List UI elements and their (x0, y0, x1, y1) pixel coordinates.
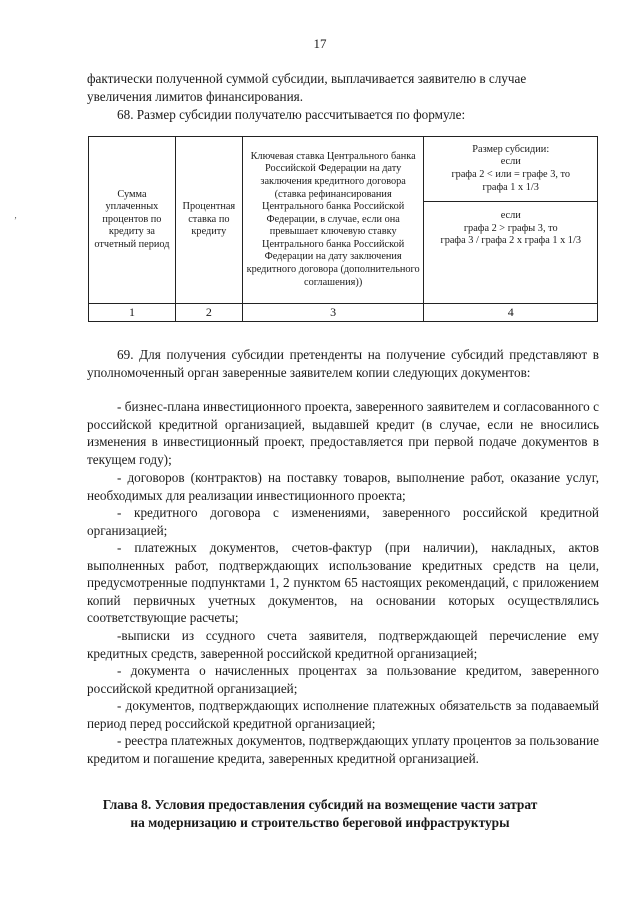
table-num-4: 4 (424, 304, 598, 322)
table-col-4-bottom (424, 202, 598, 304)
list-item: - платежных документов, счетов-фактур (при наличии), накладных, актов выполненных работ, подтверждающих использование кредитных средств на цели, предусмотренные подпунктами 1, 2 пунктом 65 настоящих рекомендаций, с приложением копий первичных учетных документов, на основании которых осуществлялись соответствующие расчеты; (87, 540, 599, 626)
table-num-1: 1 (89, 304, 176, 322)
col-4-title: Размер субсидии: (472, 143, 550, 155)
chapter-heading-line-2: на модернизацию и строительство береговой инфраструктуры (130, 815, 510, 830)
col-4-condition-top: графа 2 < или = графе 3, то (451, 169, 570, 180)
table-col-4-top (424, 137, 598, 202)
table-num-3: 3 (242, 304, 424, 322)
table-col-1-header: Сумма уплаченных процентов по кредиту за отчетный период (89, 137, 176, 304)
list-item: - бизнес-плана инвестиционного проекта, заверенного заявителем и согласованного с российской кредитной организацией, выдавшей кредит (в случае, если не вносились изменения в инвестиционный проект, предоставляется при первой подаче документов в текущем году); (87, 399, 599, 467)
list-item: - кредитного договора с изменениями, заверенного российской кредитной организацией; (87, 505, 599, 538)
list-item: -выписки из ссудного счета заявителя, подтверждающей перечисление ему кредитных средств, заверенной российской кредитной организацией; (87, 628, 599, 661)
list-item: - документа о начисленных процентах за пользование кредитом, заверенного российской кредитной организацией; (87, 663, 599, 696)
intro-line-2: увеличения лимитов финансирования. (87, 89, 303, 104)
col-4-condition-bottom: графа 2 > графы 3, то (463, 222, 558, 234)
table-col-3-header: Ключевая ставка Центрального банка Российской Федерации на дату заключения кредитного договора (ставка рефинансирования Центрального банка Российской Федерации, в случае, если она превышает ключевую ставку Центрального банка Российской Федерации на дату заключения кредитного договора (дополнительного соглашения)) (242, 137, 424, 304)
page-number: 17 (313, 36, 327, 51)
table-col-2-header: Процентная ставка по кредиту (175, 137, 242, 304)
margin-mark: ‚ (14, 210, 17, 220)
formula-table (88, 136, 598, 322)
col-4-if-top: если (500, 156, 521, 168)
table-num-2: 2 (175, 304, 242, 322)
col-4-formula-bottom: графа 3 / графа 2 х графа 1 х 1/3 (440, 235, 581, 247)
chapter-heading-line-1: Глава 8. Условия предоставления субсидий на возмещение части затрат (102, 797, 538, 812)
list-item: - реестра платежных документов, подтверждающих уплату процентов за пользование кредитом и погашение кредита, заверенных кредитной организацией. (87, 733, 599, 766)
list-item: - договоров (контрактов) на поставку товаров, выполнение работ, оказание услуг, необходимых для реализации инвестиционного проекта; (87, 470, 599, 503)
col-4-formula-top: графа 1 х 1/3 (482, 181, 539, 193)
paragraph-69-intro: 69. Для получения субсидии претенденты на получение субсидий представляют в уполномоченный орган заверенные заявителем копии следующих документов: (87, 347, 599, 380)
paragraph-68: 68. Размер субсидии получателю рассчитывается по формуле: (117, 107, 466, 122)
intro-line-1: фактически полученной суммой субсидии, выплачивается заявителю в случае (87, 71, 527, 86)
col-4-if-bottom: если (500, 210, 521, 221)
list-item: - документов, подтверждающих исполнение платежных обязательств за подаваемый период перед российской кредитной организацией; (87, 698, 599, 731)
